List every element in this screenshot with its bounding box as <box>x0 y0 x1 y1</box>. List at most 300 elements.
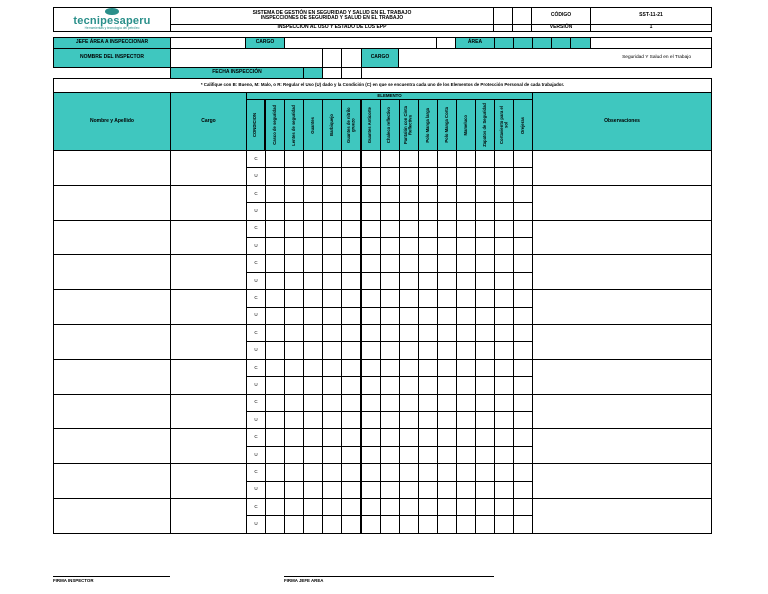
rating-cell[interactable] <box>284 237 304 255</box>
rating-cell[interactable] <box>284 481 304 499</box>
row-observaciones-field[interactable] <box>532 324 712 360</box>
rating-cell[interactable] <box>399 481 419 499</box>
rating-cell[interactable] <box>361 307 381 325</box>
rating-cell[interactable] <box>475 324 495 342</box>
rating-cell[interactable] <box>361 185 381 203</box>
rating-cell[interactable] <box>322 185 342 203</box>
rating-cell[interactable] <box>265 498 285 516</box>
rating-cell[interactable] <box>303 463 323 481</box>
rating-cell[interactable] <box>494 411 514 429</box>
rating-cell[interactable] <box>399 307 419 325</box>
rating-cell[interactable] <box>475 394 495 412</box>
rating-cell[interactable] <box>284 359 304 377</box>
rating-cell[interactable] <box>456 341 476 359</box>
rating-cell[interactable] <box>341 341 361 359</box>
rating-cell[interactable] <box>437 428 457 446</box>
rating-cell[interactable] <box>399 237 419 255</box>
rating-cell[interactable] <box>475 376 495 394</box>
rating-cell[interactable] <box>361 376 381 394</box>
rating-cell[interactable] <box>322 167 342 185</box>
rating-cell[interactable] <box>341 307 361 325</box>
rating-cell[interactable] <box>380 289 400 307</box>
rating-cell[interactable] <box>437 463 457 481</box>
rating-cell[interactable] <box>418 237 438 255</box>
rating-cell[interactable] <box>361 463 381 481</box>
rating-cell[interactable] <box>437 254 457 272</box>
rating-cell[interactable] <box>284 411 304 429</box>
rating-cell[interactable] <box>456 394 476 412</box>
rating-cell[interactable] <box>361 498 381 516</box>
rating-cell[interactable] <box>437 481 457 499</box>
rating-cell[interactable] <box>475 411 495 429</box>
rating-cell[interactable] <box>322 307 342 325</box>
rating-cell[interactable] <box>303 254 323 272</box>
rating-cell[interactable] <box>399 150 419 168</box>
rating-cell[interactable] <box>265 220 285 238</box>
rating-cell[interactable] <box>513 272 533 290</box>
rating-cell[interactable] <box>380 167 400 185</box>
rating-cell[interactable] <box>265 341 285 359</box>
rating-cell[interactable] <box>456 498 476 516</box>
rating-cell[interactable] <box>437 394 457 412</box>
rating-cell[interactable] <box>303 185 323 203</box>
row-cargo-field[interactable] <box>170 220 247 256</box>
rating-cell[interactable] <box>418 167 438 185</box>
rating-cell[interactable] <box>399 289 419 307</box>
rating-cell[interactable] <box>265 359 285 377</box>
rating-cell[interactable] <box>322 289 342 307</box>
rating-cell[interactable] <box>380 324 400 342</box>
rating-cell[interactable] <box>303 394 323 412</box>
row-cargo-field[interactable] <box>170 150 247 186</box>
rating-cell[interactable] <box>437 324 457 342</box>
row-nombre-field[interactable] <box>53 289 171 325</box>
rating-cell[interactable] <box>303 411 323 429</box>
rating-cell[interactable] <box>361 341 381 359</box>
rating-cell[interactable] <box>456 376 476 394</box>
rating-cell[interactable] <box>494 220 514 238</box>
rating-cell[interactable] <box>303 515 323 533</box>
rating-cell[interactable] <box>513 254 533 272</box>
row-nombre-field[interactable] <box>53 254 171 290</box>
rating-cell[interactable] <box>284 341 304 359</box>
rating-cell[interactable] <box>322 272 342 290</box>
inspector-field[interactable] <box>170 48 323 68</box>
rating-cell[interactable] <box>418 220 438 238</box>
rating-cell[interactable] <box>284 254 304 272</box>
rating-cell[interactable] <box>475 185 495 203</box>
rating-cell[interactable] <box>418 411 438 429</box>
rating-cell[interactable] <box>456 202 476 220</box>
rating-cell[interactable] <box>322 428 342 446</box>
rating-cell[interactable] <box>494 202 514 220</box>
rating-cell[interactable] <box>322 463 342 481</box>
rating-cell[interactable] <box>322 394 342 412</box>
rating-cell[interactable] <box>322 446 342 464</box>
rating-cell[interactable] <box>475 237 495 255</box>
rating-cell[interactable] <box>418 202 438 220</box>
rating-cell[interactable] <box>341 272 361 290</box>
rating-cell[interactable] <box>303 272 323 290</box>
rating-cell[interactable] <box>437 446 457 464</box>
rating-cell[interactable] <box>265 376 285 394</box>
rating-cell[interactable] <box>361 202 381 220</box>
rating-cell[interactable] <box>341 202 361 220</box>
rating-cell[interactable] <box>513 515 533 533</box>
rating-cell[interactable] <box>265 254 285 272</box>
rating-cell[interactable] <box>418 359 438 377</box>
rating-cell[interactable] <box>494 498 514 516</box>
rating-cell[interactable] <box>284 515 304 533</box>
rating-cell[interactable] <box>475 463 495 481</box>
rating-cell[interactable] <box>284 185 304 203</box>
rating-cell[interactable] <box>361 254 381 272</box>
rating-cell[interactable] <box>322 411 342 429</box>
rating-cell[interactable] <box>303 150 323 168</box>
rating-cell[interactable] <box>265 394 285 412</box>
rating-cell[interactable] <box>513 376 533 394</box>
rating-cell[interactable] <box>399 411 419 429</box>
row-observaciones-field[interactable] <box>532 463 712 499</box>
row-nombre-field[interactable] <box>53 324 171 360</box>
rating-cell[interactable] <box>418 394 438 412</box>
rating-cell[interactable] <box>303 376 323 394</box>
rating-cell[interactable] <box>265 481 285 499</box>
rating-cell[interactable] <box>494 446 514 464</box>
row-cargo-field[interactable] <box>170 498 247 534</box>
rating-cell[interactable] <box>513 150 533 168</box>
rating-cell[interactable] <box>475 167 495 185</box>
rating-cell[interactable] <box>380 359 400 377</box>
rating-cell[interactable] <box>284 463 304 481</box>
rating-cell[interactable] <box>456 324 476 342</box>
rating-cell[interactable] <box>437 359 457 377</box>
rating-cell[interactable] <box>303 289 323 307</box>
rating-cell[interactable] <box>380 307 400 325</box>
row-cargo-field[interactable] <box>170 254 247 290</box>
rating-cell[interactable] <box>380 237 400 255</box>
rating-cell[interactable] <box>380 428 400 446</box>
rating-cell[interactable] <box>399 202 419 220</box>
rating-cell[interactable] <box>456 220 476 238</box>
rating-cell[interactable] <box>456 359 476 377</box>
rating-cell[interactable] <box>380 394 400 412</box>
rating-cell[interactable] <box>418 498 438 516</box>
row-cargo-field[interactable] <box>170 289 247 325</box>
rating-cell[interactable] <box>361 237 381 255</box>
cargo2-field[interactable] <box>398 48 712 68</box>
row-nombre-field[interactable] <box>53 150 171 186</box>
rating-cell[interactable] <box>322 324 342 342</box>
rating-cell[interactable] <box>456 428 476 446</box>
rating-cell[interactable] <box>361 446 381 464</box>
rating-cell[interactable] <box>494 254 514 272</box>
rating-cell[interactable] <box>284 324 304 342</box>
rating-cell[interactable] <box>380 202 400 220</box>
rating-cell[interactable] <box>265 150 285 168</box>
rating-cell[interactable] <box>265 324 285 342</box>
row-nombre-field[interactable] <box>53 498 171 534</box>
rating-cell[interactable] <box>418 185 438 203</box>
rating-cell[interactable] <box>494 394 514 412</box>
rating-cell[interactable] <box>341 324 361 342</box>
rating-cell[interactable] <box>265 237 285 255</box>
rating-cell[interactable] <box>456 446 476 464</box>
rating-cell[interactable] <box>399 324 419 342</box>
rating-cell[interactable] <box>418 150 438 168</box>
rating-cell[interactable] <box>341 446 361 464</box>
rating-cell[interactable] <box>418 307 438 325</box>
rating-cell[interactable] <box>399 359 419 377</box>
rating-cell[interactable] <box>284 498 304 516</box>
rating-cell[interactable] <box>380 411 400 429</box>
rating-cell[interactable] <box>513 341 533 359</box>
rating-cell[interactable] <box>418 289 438 307</box>
row-cargo-field[interactable] <box>170 394 247 430</box>
rating-cell[interactable] <box>399 220 419 238</box>
rating-cell[interactable] <box>456 515 476 533</box>
rating-cell[interactable] <box>399 394 419 412</box>
rating-cell[interactable] <box>437 515 457 533</box>
rating-cell[interactable] <box>418 272 438 290</box>
rating-cell[interactable] <box>456 411 476 429</box>
rating-cell[interactable] <box>361 515 381 533</box>
rating-cell[interactable] <box>494 289 514 307</box>
rating-cell[interactable] <box>361 272 381 290</box>
rating-cell[interactable] <box>399 376 419 394</box>
rating-cell[interactable] <box>513 307 533 325</box>
rating-cell[interactable] <box>380 341 400 359</box>
rating-cell[interactable] <box>513 185 533 203</box>
rating-cell[interactable] <box>303 307 323 325</box>
row-observaciones-field[interactable] <box>532 150 712 186</box>
rating-cell[interactable] <box>380 272 400 290</box>
rating-cell[interactable] <box>341 167 361 185</box>
rating-cell[interactable] <box>303 167 323 185</box>
rating-cell[interactable] <box>494 237 514 255</box>
rating-cell[interactable] <box>399 185 419 203</box>
row-cargo-field[interactable] <box>170 185 247 221</box>
rating-cell[interactable] <box>456 307 476 325</box>
rating-cell[interactable] <box>475 341 495 359</box>
rating-cell[interactable] <box>341 289 361 307</box>
rating-cell[interactable] <box>418 376 438 394</box>
rating-cell[interactable] <box>341 150 361 168</box>
row-observaciones-field[interactable] <box>532 498 712 534</box>
rating-cell[interactable] <box>475 498 495 516</box>
rating-cell[interactable] <box>380 150 400 168</box>
rating-cell[interactable] <box>322 254 342 272</box>
rating-cell[interactable] <box>513 237 533 255</box>
rating-cell[interactable] <box>494 463 514 481</box>
rating-cell[interactable] <box>494 185 514 203</box>
row-nombre-field[interactable] <box>53 359 171 395</box>
rating-cell[interactable] <box>265 515 285 533</box>
rating-cell[interactable] <box>456 463 476 481</box>
rating-cell[interactable] <box>341 498 361 516</box>
rating-cell[interactable] <box>513 324 533 342</box>
rating-cell[interactable] <box>437 220 457 238</box>
rating-cell[interactable] <box>284 220 304 238</box>
rating-cell[interactable] <box>418 341 438 359</box>
rating-cell[interactable] <box>265 167 285 185</box>
rating-cell[interactable] <box>475 272 495 290</box>
rating-cell[interactable] <box>303 446 323 464</box>
rating-cell[interactable] <box>322 341 342 359</box>
rating-cell[interactable] <box>437 289 457 307</box>
rating-cell[interactable] <box>303 237 323 255</box>
rating-cell[interactable] <box>456 150 476 168</box>
rating-cell[interactable] <box>437 411 457 429</box>
rating-cell[interactable] <box>456 167 476 185</box>
rating-cell[interactable] <box>341 515 361 533</box>
rating-cell[interactable] <box>475 289 495 307</box>
rating-cell[interactable] <box>341 359 361 377</box>
rating-cell[interactable] <box>341 185 361 203</box>
rating-cell[interactable] <box>494 324 514 342</box>
rating-cell[interactable] <box>284 202 304 220</box>
rating-cell[interactable] <box>399 463 419 481</box>
rating-cell[interactable] <box>303 341 323 359</box>
rating-cell[interactable] <box>322 237 342 255</box>
rating-cell[interactable] <box>322 515 342 533</box>
rating-cell[interactable] <box>513 411 533 429</box>
rating-cell[interactable] <box>494 272 514 290</box>
rating-cell[interactable] <box>456 185 476 203</box>
rating-cell[interactable] <box>361 394 381 412</box>
rating-cell[interactable] <box>284 428 304 446</box>
rating-cell[interactable] <box>303 481 323 499</box>
row-observaciones-field[interactable] <box>532 220 712 256</box>
row-cargo-field[interactable] <box>170 359 247 395</box>
rating-cell[interactable] <box>265 185 285 203</box>
rating-cell[interactable] <box>494 376 514 394</box>
row-observaciones-field[interactable] <box>532 185 712 221</box>
rating-cell[interactable] <box>475 481 495 499</box>
rating-cell[interactable] <box>284 272 304 290</box>
rating-cell[interactable] <box>322 202 342 220</box>
rating-cell[interactable] <box>399 272 419 290</box>
rating-cell[interactable] <box>513 446 533 464</box>
rating-cell[interactable] <box>494 307 514 325</box>
rating-cell[interactable] <box>418 481 438 499</box>
rating-cell[interactable] <box>322 359 342 377</box>
rating-cell[interactable] <box>475 202 495 220</box>
rating-cell[interactable] <box>437 498 457 516</box>
rating-cell[interactable] <box>361 167 381 185</box>
rating-cell[interactable] <box>322 498 342 516</box>
rating-cell[interactable] <box>418 463 438 481</box>
rating-cell[interactable] <box>437 150 457 168</box>
rating-cell[interactable] <box>399 498 419 516</box>
rating-cell[interactable] <box>361 220 381 238</box>
rating-cell[interactable] <box>494 150 514 168</box>
rating-cell[interactable] <box>284 167 304 185</box>
rating-cell[interactable] <box>513 167 533 185</box>
rating-cell[interactable] <box>322 481 342 499</box>
rating-cell[interactable] <box>513 359 533 377</box>
rating-cell[interactable] <box>380 515 400 533</box>
row-cargo-field[interactable] <box>170 463 247 499</box>
rating-cell[interactable] <box>475 254 495 272</box>
rating-cell[interactable] <box>361 359 381 377</box>
rating-cell[interactable] <box>418 254 438 272</box>
rating-cell[interactable] <box>265 289 285 307</box>
row-observaciones-field[interactable] <box>532 359 712 395</box>
rating-cell[interactable] <box>437 307 457 325</box>
row-observaciones-field[interactable] <box>532 428 712 464</box>
rating-cell[interactable] <box>341 220 361 238</box>
rating-cell[interactable] <box>418 428 438 446</box>
row-nombre-field[interactable] <box>53 185 171 221</box>
rating-cell[interactable] <box>322 376 342 394</box>
rating-cell[interactable] <box>513 220 533 238</box>
row-observaciones-field[interactable] <box>532 289 712 325</box>
rating-cell[interactable] <box>456 289 476 307</box>
rating-cell[interactable] <box>265 411 285 429</box>
rating-cell[interactable] <box>284 394 304 412</box>
rating-cell[interactable] <box>341 428 361 446</box>
rating-cell[interactable] <box>456 254 476 272</box>
rating-cell[interactable] <box>361 428 381 446</box>
rating-cell[interactable] <box>380 446 400 464</box>
rating-cell[interactable] <box>437 167 457 185</box>
row-cargo-field[interactable] <box>170 324 247 360</box>
rating-cell[interactable] <box>513 463 533 481</box>
rating-cell[interactable] <box>494 515 514 533</box>
rating-cell[interactable] <box>513 498 533 516</box>
rating-cell[interactable] <box>399 167 419 185</box>
rating-cell[interactable] <box>361 150 381 168</box>
rating-cell[interactable] <box>284 376 304 394</box>
rating-cell[interactable] <box>475 446 495 464</box>
rating-cell[interactable] <box>494 481 514 499</box>
rating-cell[interactable] <box>303 202 323 220</box>
rating-cell[interactable] <box>475 220 495 238</box>
rating-cell[interactable] <box>265 202 285 220</box>
rating-cell[interactable] <box>265 446 285 464</box>
rating-cell[interactable] <box>437 202 457 220</box>
rating-cell[interactable] <box>341 481 361 499</box>
rating-cell[interactable] <box>341 411 361 429</box>
rating-cell[interactable] <box>475 307 495 325</box>
rating-cell[interactable] <box>494 341 514 359</box>
rating-cell[interactable] <box>265 307 285 325</box>
rating-cell[interactable] <box>437 341 457 359</box>
rating-cell[interactable] <box>380 463 400 481</box>
row-nombre-field[interactable] <box>53 428 171 464</box>
rating-cell[interactable] <box>399 515 419 533</box>
rating-cell[interactable] <box>399 446 419 464</box>
rating-cell[interactable] <box>494 167 514 185</box>
rating-cell[interactable] <box>303 359 323 377</box>
rating-cell[interactable] <box>361 324 381 342</box>
rating-cell[interactable] <box>418 515 438 533</box>
rating-cell[interactable] <box>475 515 495 533</box>
rating-cell[interactable] <box>494 428 514 446</box>
rating-cell[interactable] <box>303 324 323 342</box>
rating-cell[interactable] <box>380 254 400 272</box>
rating-cell[interactable] <box>361 481 381 499</box>
rating-cell[interactable] <box>513 394 533 412</box>
rating-cell[interactable] <box>341 254 361 272</box>
rating-cell[interactable] <box>361 411 381 429</box>
row-observaciones-field[interactable] <box>532 394 712 430</box>
row-nombre-field[interactable] <box>53 394 171 430</box>
rating-cell[interactable] <box>341 463 361 481</box>
rating-cell[interactable] <box>475 150 495 168</box>
row-nombre-field[interactable] <box>53 220 171 256</box>
